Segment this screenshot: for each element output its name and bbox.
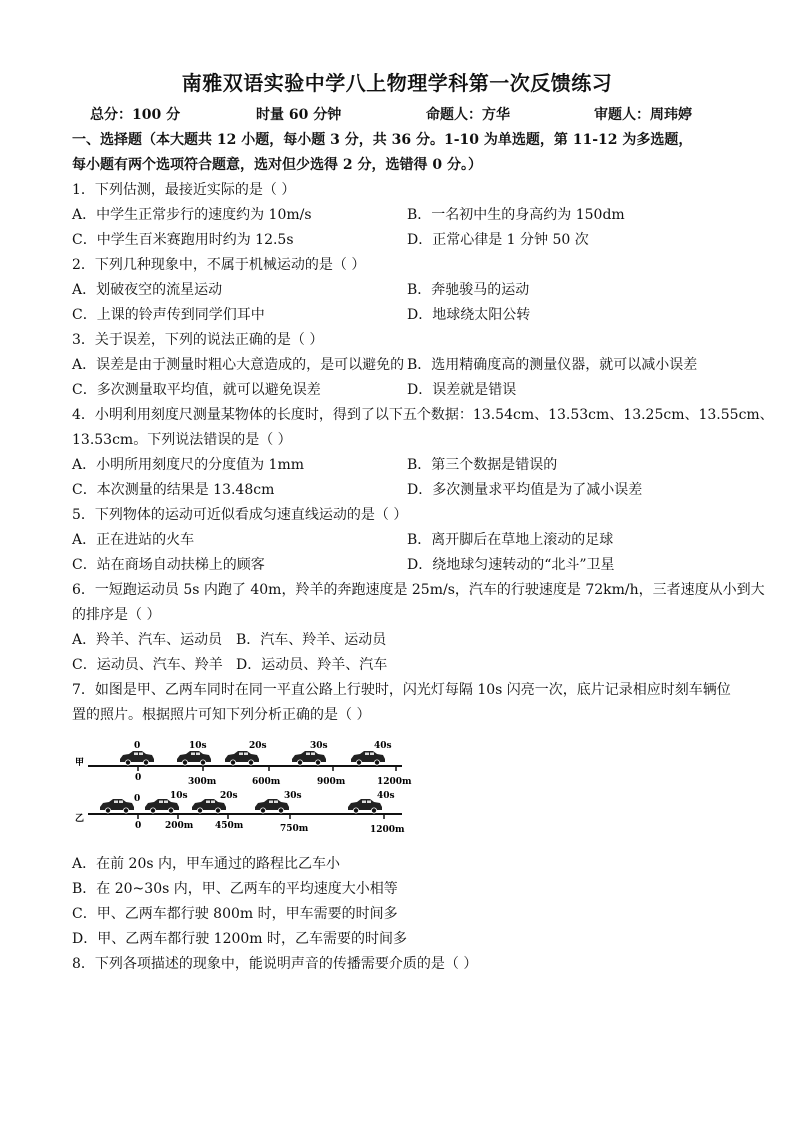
q4-stem: 4．小明利用刻度尺测量某物体的长度时，得到了以下五个数据：13.54cm、13.53cm、13.25cm、13.55cm、 (72, 407, 774, 423)
yi-dist-1200: 1200m (370, 825, 405, 835)
q2-stem: 2．下列几种现象中，不属于机械运动的是（ ） (72, 257, 366, 273)
q1-stem: 1．下列估测，最接近实际的是（ ） (72, 182, 296, 198)
q7-option-a: A．在前 20s 内，甲车通过的路程比乙车小 (72, 856, 341, 872)
q5-stem: 5．下列物体的运动可近似看成匀速直线运动的是（ ） (72, 507, 408, 523)
q3-stem: 3．关于误差，下列的说法正确的是（ ） (72, 332, 324, 348)
q6-option-c: C．运动员、汽车、羚羊 (72, 657, 223, 673)
q7-option-b: B．在 20~30s 内，甲、乙两车的平均速度大小相等 (72, 881, 398, 897)
yi-time-30: 30s (284, 791, 302, 801)
q5-option-d: D．绕地球匀速转动的“北斗”卫星 (407, 557, 615, 573)
car-jia-40 (351, 751, 385, 765)
jia-dist-0: 0 (135, 773, 142, 783)
q7-option-c: C．甲、乙两车都行驶 800m 时，甲车需要的时间多 (72, 906, 398, 922)
reviewer: 审题人：周玮婷 (594, 107, 692, 123)
yi-time-20: 20s (220, 791, 238, 801)
q4-option-d: D．多次测量求平均值是为了减小误差 (407, 482, 643, 498)
q6-option-b: B．汽车、羚羊、运动员 (236, 632, 387, 648)
page-title: 南雅双语实验中学八上物理学科第一次反馈练习 (181, 71, 613, 95)
q2-option-b: B．奔驰骏马的运动 (407, 282, 530, 298)
q6-option-d: D．运动员、羚羊、汽车 (236, 657, 388, 673)
q4-option-a: A．小明所用刻度尺的分度值为 1mm (72, 457, 305, 473)
yi-dist-200: 200m (165, 821, 194, 831)
q7-stem: 7．如图是甲、乙两车同时在同一平直公路上行驶时，闪光灯每隔 10s 闪亮一次，底片记录相应时刻车辆位 (72, 682, 731, 698)
q2-option-a: A．划破夜空的流星运动 (72, 282, 223, 298)
q4-stem-cont: 13.53cm。下列说法错误的是（ ） (72, 432, 292, 448)
jia-dist-900: 900m (317, 777, 346, 787)
car-yi-20 (192, 799, 226, 813)
car-yi-30 (255, 799, 289, 813)
q5-option-b: B．离开脚后在草地上滚动的足球 (407, 532, 614, 548)
q5-option-c: C．站在商场自动扶梯上的顾客 (72, 557, 265, 573)
q5-option-a: A．正在进站的火车 (72, 532, 195, 548)
jia-time-40: 40s (374, 741, 392, 751)
car-yi-40 (348, 799, 382, 813)
car-jia-0 (120, 751, 154, 765)
car-jia-30 (292, 751, 326, 765)
q7-stem-cont: 置的照片。根据照片可知下列分析正确的是（ ） (72, 707, 371, 723)
author: 命题人：方华 (426, 107, 510, 123)
jia-time-20: 20s (249, 741, 267, 751)
label-yi: 乙 (75, 814, 85, 824)
q8-stem: 8．下列各项描述的现象中，能说明声音的传播需要介质的是（ ） (72, 956, 478, 972)
q1-option-c: C．中学生百米赛跑用时约为 12.5s (72, 232, 294, 248)
car-yi-0 (100, 799, 134, 813)
time-limit: 时量 60 分钟 (256, 107, 342, 123)
jia-time-30: 30s (310, 741, 328, 751)
yi-time-40: 40s (377, 791, 395, 801)
yi-dist-450: 450m (215, 821, 244, 831)
jia-dist-300: 300m (188, 777, 217, 787)
total-score: 总分：100 分 (90, 107, 181, 123)
section-heading: 一、选择题（本大题共 12 小题，每小题 3 分，共 36 分。1-10 为单选题，第 11-12 为多选题， (72, 132, 693, 148)
section-heading-cont: 每小题有两个选项符合题意，选对但少选得 2 分，选错得 0 分。） (72, 157, 482, 173)
q4-option-c: C．本次测量的结果是 13.48cm (72, 482, 275, 498)
q2-option-d: D．地球绕太阳公转 (407, 307, 531, 323)
q1-option-d: D．正常心律是 1 分钟 50 次 (407, 232, 589, 248)
yi-time-0: 0 (134, 794, 141, 804)
q3-option-c: C．多次测量取平均值，就可以避免误差 (72, 382, 321, 398)
yi-time-10: 10s (170, 791, 188, 801)
q1-option-a: A．中学生正常步行的速度约为 10m/s (72, 207, 312, 223)
q6-stem-cont: 的排序是（ ） (72, 607, 161, 623)
q6-option-a: A．羚羊、汽车、运动员 (72, 632, 223, 648)
car-jia-20 (225, 751, 259, 765)
jia-dist-600: 600m (252, 777, 281, 787)
q4-option-b: B．第三个数据是错误的 (407, 457, 558, 473)
jia-dist-1200: 1200m (377, 777, 412, 787)
jia-time-10: 10s (189, 741, 207, 751)
yi-dist-750: 750m (280, 824, 309, 834)
yi-dist-0: 0 (135, 821, 142, 831)
q1-option-b: B．一名初中生的身高约为 150dm (407, 207, 625, 223)
q3-option-b: B．选用精确度高的测量仪器，就可以减小误差 (407, 357, 698, 373)
q2-option-c: C．上课的铃声传到同学们耳中 (72, 307, 265, 323)
car-jia-10 (177, 751, 211, 765)
car-yi-10 (145, 799, 179, 813)
q7-option-d: D．甲、乙两车都行驶 1200m 时，乙车需要的时间多 (72, 931, 408, 947)
jia-time-0: 0 (134, 741, 141, 751)
q3-option-d: D．误差就是错误 (407, 382, 517, 398)
label-jia: 甲 (75, 758, 85, 768)
q3-option-a: A．误差是由于测量时粗心大意造成的，是可以避免的 (72, 357, 405, 373)
car-photo-figure (72, 732, 412, 842)
q6-stem: 6．一短跑运动员 5s 内跑了 40m，羚羊的奔跑速度是 25m/s，汽车的行驶速度是 72km/h，三者速度从小到大 (72, 582, 765, 598)
